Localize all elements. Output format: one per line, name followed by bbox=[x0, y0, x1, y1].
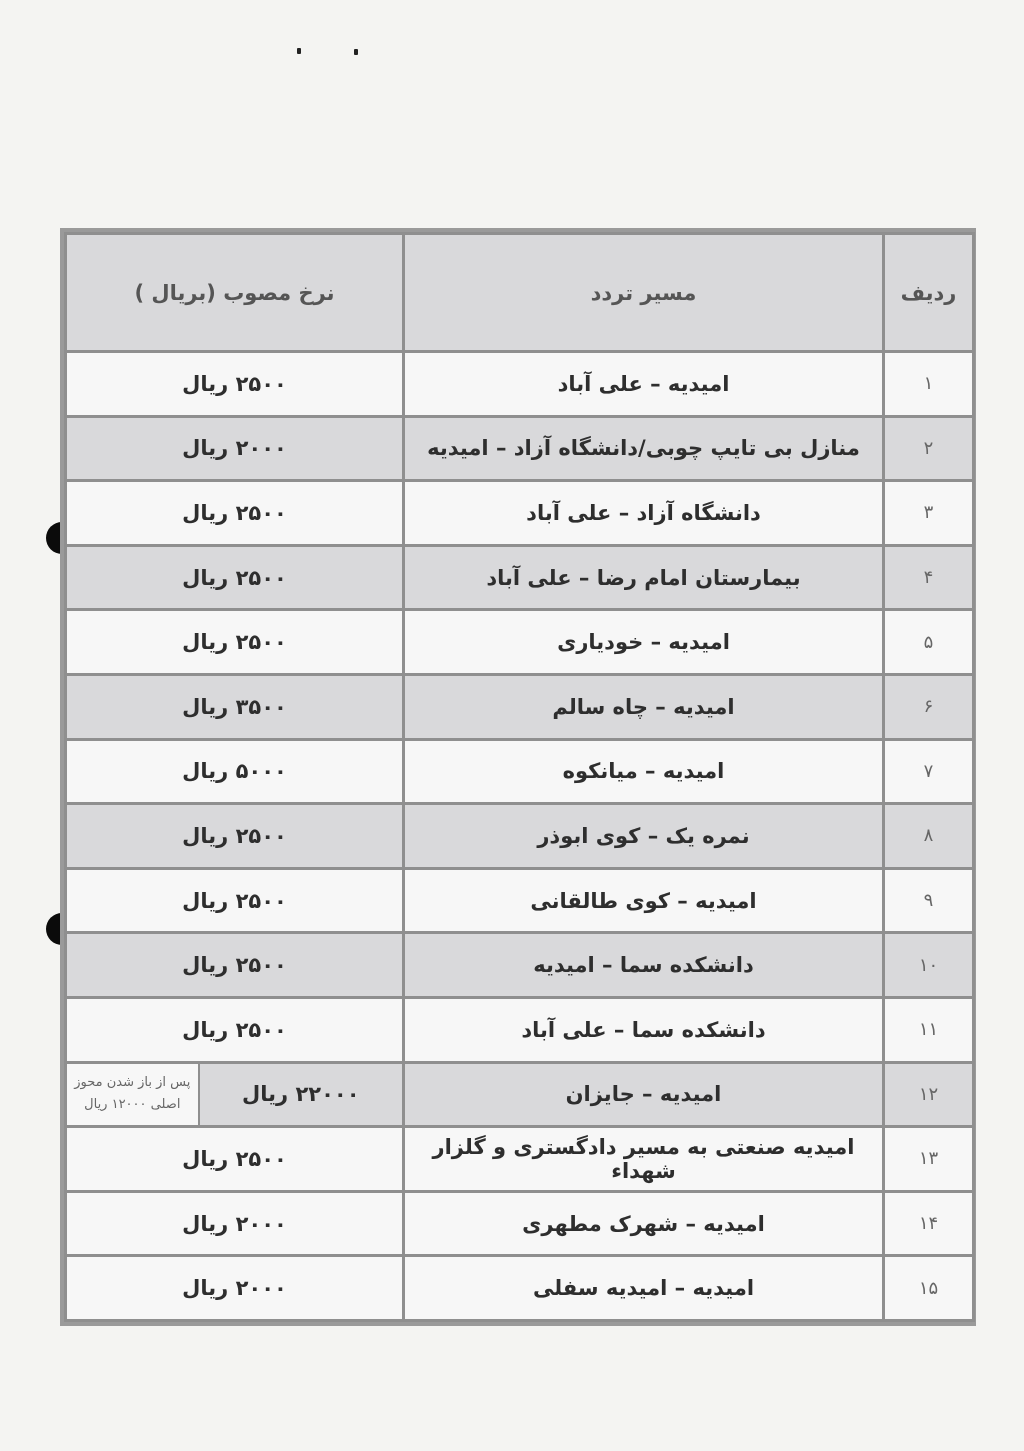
route-cell: دانشگاه آزاد – علی آباد bbox=[404, 481, 884, 546]
table-row bbox=[66, 868, 974, 933]
scan-speck bbox=[354, 49, 358, 55]
row-number: ۱ bbox=[884, 352, 974, 417]
header-fare: نرخ مصوب (بریال ) bbox=[66, 234, 404, 352]
route-cell: امیدیه – امیدیه سفلی bbox=[404, 1256, 884, 1321]
table-header-row bbox=[66, 234, 974, 352]
row-number: ۴ bbox=[884, 545, 974, 610]
table-row bbox=[66, 1062, 974, 1127]
fare-table bbox=[64, 232, 975, 1322]
route-cell: امیدیه – شهرک مطهری bbox=[404, 1191, 884, 1256]
route-cell: امیدیه صنعتی به مسیر دادگستری و گلزار شهداء bbox=[404, 1127, 884, 1192]
fare-cell: ۲۰۰۰ ریال bbox=[66, 416, 404, 481]
table-row bbox=[66, 933, 974, 998]
row-number: ۳ bbox=[884, 481, 974, 546]
table-row bbox=[66, 481, 974, 546]
row-number: ۷ bbox=[884, 739, 974, 804]
fare-cell: ۲۰۰۰ ریال bbox=[66, 1256, 404, 1321]
row-number: ۱۱ bbox=[884, 997, 974, 1062]
fare-table-frame bbox=[60, 228, 976, 1326]
fare-cell: ۲۵۰۰ ریال bbox=[66, 868, 404, 933]
table-row bbox=[66, 610, 974, 675]
fare-cell: ۲۵۰۰ ریال bbox=[66, 610, 404, 675]
fare-note-line: پس از باز شدن محوز bbox=[74, 1075, 191, 1091]
route-cell: امیدیه – کوی طالقانی bbox=[404, 868, 884, 933]
fare-cell: ۵۰۰۰ ریال bbox=[66, 739, 404, 804]
row-number: ۱۴ bbox=[884, 1191, 974, 1256]
route-cell: دانشکده سما – علی آباد bbox=[404, 997, 884, 1062]
table-row bbox=[66, 997, 974, 1062]
table-row bbox=[66, 352, 974, 417]
row-number: ۱۲ bbox=[884, 1062, 974, 1127]
fare-cell: ۲۵۰۰ ریال bbox=[66, 804, 404, 869]
row-number: ۱۳ bbox=[884, 1127, 974, 1192]
fare-split-wrapper bbox=[67, 1064, 402, 1126]
scan-speck bbox=[297, 48, 301, 54]
route-cell: امیدیه – علی آباد bbox=[404, 352, 884, 417]
row-number: ۲ bbox=[884, 416, 974, 481]
fare-cell: ۲۵۰۰ ریال bbox=[66, 352, 404, 417]
route-cell: امیدیه – میانکوه bbox=[404, 739, 884, 804]
header-route: مسیر تردد bbox=[404, 234, 884, 352]
table-row bbox=[66, 804, 974, 869]
route-cell: نمره یک – کوی ابوذر bbox=[404, 804, 884, 869]
fare-cell: ۲۵۰۰ ریال bbox=[66, 997, 404, 1062]
route-cell: امیدیه – چاه سالم bbox=[404, 674, 884, 739]
table-row bbox=[66, 1191, 974, 1256]
row-number: ۶ bbox=[884, 674, 974, 739]
fare-value: ۲۲۰۰۰ ریال bbox=[198, 1064, 402, 1126]
fare-cell: ۲۵۰۰ ریال bbox=[66, 1127, 404, 1192]
route-cell: امیدیه – خودیاری bbox=[404, 610, 884, 675]
table-row bbox=[66, 739, 974, 804]
row-number: ۱۰ bbox=[884, 933, 974, 998]
route-cell: منازل بی تایپ چوبی/دانشگاه آزاد – امیدیه bbox=[404, 416, 884, 481]
table-row bbox=[66, 674, 974, 739]
row-number: ۸ bbox=[884, 804, 974, 869]
fare-note-line: اصلی ۱۲۰۰۰ ریال bbox=[84, 1097, 181, 1113]
table-row bbox=[66, 416, 974, 481]
fare-cell: ۲۵۰۰ ریال bbox=[66, 933, 404, 998]
fare-cell-split bbox=[66, 1062, 404, 1127]
table-row bbox=[66, 1256, 974, 1321]
fare-cell: ۳۵۰۰ ریال bbox=[66, 674, 404, 739]
fare-cell: ۲۵۰۰ ریال bbox=[66, 545, 404, 610]
route-cell: بیمارستان امام رضا – علی آباد bbox=[404, 545, 884, 610]
row-number: ۵ bbox=[884, 610, 974, 675]
row-number: ۹ bbox=[884, 868, 974, 933]
fare-cell: ۲۰۰۰ ریال bbox=[66, 1191, 404, 1256]
table-row bbox=[66, 1127, 974, 1192]
route-cell: امیدیه – جایزان bbox=[404, 1062, 884, 1127]
table-row bbox=[66, 545, 974, 610]
fare-note bbox=[67, 1064, 198, 1126]
route-cell: دانشکده سما – امیدیه bbox=[404, 933, 884, 998]
row-number: ۱۵ bbox=[884, 1256, 974, 1321]
fare-cell: ۲۵۰۰ ریال bbox=[66, 481, 404, 546]
header-row-number: ردیف bbox=[884, 234, 974, 352]
